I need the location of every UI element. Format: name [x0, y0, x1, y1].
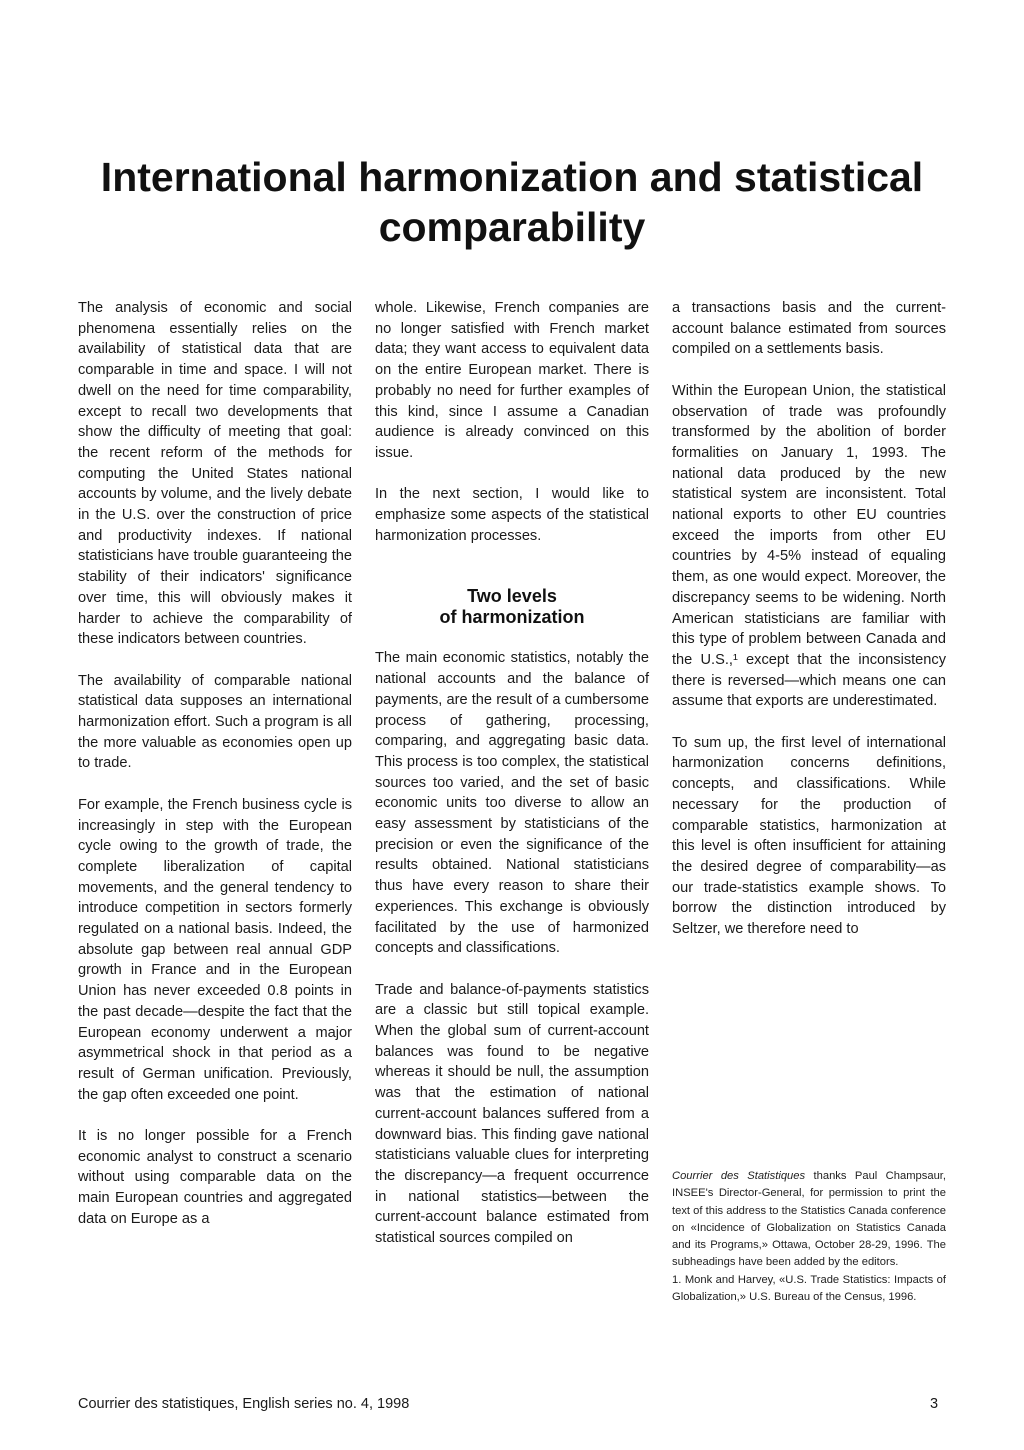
subheading-line-1: Two levels [467, 586, 557, 607]
body-paragraph: Trade and balance-of-payments statistics are a classic but still topical example. When the global sum of current-account balances was found to be negative whereas it should be null, the assumption was that the estimation of national current-account balances suffered from a downward bias. This finding gave national statisticians valuable clues for interpreting the discrepancy—a frequent occurrence in national statistics—between the current-account balance estimated from statistical sources compiled on [375, 981, 649, 1247]
section-subheading [375, 586, 649, 628]
editor-credit-note [672, 1168, 946, 1272]
body-paragraph: The main economic statistics, notably the national accounts and the balance of payments, are the result of a cumbersome process of gathering, processing, comparing, and aggregating basic data. This process is too complex, the statistical sources too varied, and the set of basic economic units too diverse to allow an easy assessment by statisticians of the precision or even the significance of the results obtained. National statisticians thus have every reason to share their experiences. This exchange is obviously facilitated by the use of harmonized concepts and classifications. [375, 650, 649, 957]
body-paragraph: a transactions basis and the current-account balance estimated from sources compiled on a settlements basis. [672, 300, 946, 358]
body-paragraph: For example, the French business cycle is increasingly in step with the European cycle owing to the growth of trade, the complete liberalization of capital movements, and the general tendency to introduce competition in sectors formerly regulated on a national basis. Indeed, the absolute gap between real annual GDP growth in France and in the European Union has never exceeded 0.8 points in the past decade—despite the fact that the European economy underwent a major asymmetrical shock in that period as a result of German unification. Previously, the gap often exceeded one point. [78, 796, 352, 1103]
body-column-2 [375, 298, 649, 1269]
body-paragraph: To sum up, the first level of international harmonization concerns definitions, concepts, and classifications. While necessary for the production of comparable statistics, harmonization at this level is often insufficient for attaining the desired degree of comparability—as our trade-statistics example shows. To borrow the distinction introduced by Seltzer, we therefore need to [672, 734, 946, 938]
body-paragraph: The analysis of economic and social phenomena essentially relies on the availability of statistical data that are comparable in time and space. I will not dwell on the need for time comparability, except to recall two developments that show the difficulty of meeting that goal: the recent reform of the methods for computing the United States national accounts by volume, and the lively debate in the U.S. over the construction of price and productivity indexes. If national statisticians have trouble guaranteeing the stability of their indicators' significance over time, this will obviously makes it harder to achieve the comparability of these indicators between countries. [78, 300, 352, 648]
body-column-3 [672, 298, 946, 960]
body-column-1 [78, 298, 352, 1250]
body-paragraph: whole. Likewise, French companies are no longer satisfied with French market data; they want access to equivalent data on the entire European market. There is probably no need for further examples of this kind, since I assume a Canadian audience is already convinced on this issue. [375, 300, 649, 461]
page-number: 3 [930, 1396, 939, 1412]
body-paragraph: It is no longer possible for a French economic analyst to construct a scenario without using comparable data on the main European countries and aggregated data on Europe as a [78, 1128, 352, 1227]
footer-publication: Courrier des statistiques, English series no. 4, 1998 [78, 1396, 410, 1412]
footnote-1: 1. Monk and Harvey, «U.S. Trade Statistics: Impacts of Globalization,» U.S. Bureau of the Census, 1996. [672, 1273, 946, 1304]
subheading-line-2: of harmonization [439, 607, 585, 628]
journal-name: Courrier des Statistiques [672, 1170, 806, 1182]
article-title: International harmonization and statistical comparability [100, 154, 924, 250]
body-paragraph: The availability of comparable national statistical data supposes an international harmonization effort. Such a program is all the more valuable as economies open up to trade. [78, 672, 352, 772]
footnotes [672, 1168, 946, 1306]
credit-text: thanks Paul Champsaur, INSEE's Director-General, for permission to print the text of this address to the Statistics Canada conference on «Incidence of Globalization on Statistics Canada and its Programs,» Ottawa, October 28-29, 1996. The subheadings have been added by the editors. [672, 1170, 947, 1269]
body-paragraph: Within the European Union, the statistical observation of trade was profoundly transformed by the abolition of border formalities on January 1, 1993. The national data produced by the new statistical system are inconsistent. Total national exports to other EU countries exceed the imports from other EU countries by 4-5% instead of equaling them, as one would expect. Moreover, the discrepancy seems to be widening. North American statisticians are familiar with this type of problem between Canada and the U.S.,¹ except that the inconsistency there is reversed—which means one can assume that exports are underestimated. [672, 382, 946, 710]
body-paragraph: In the next section, I would like to emphasize some aspects of the statistical harmonization processes. [375, 486, 649, 544]
